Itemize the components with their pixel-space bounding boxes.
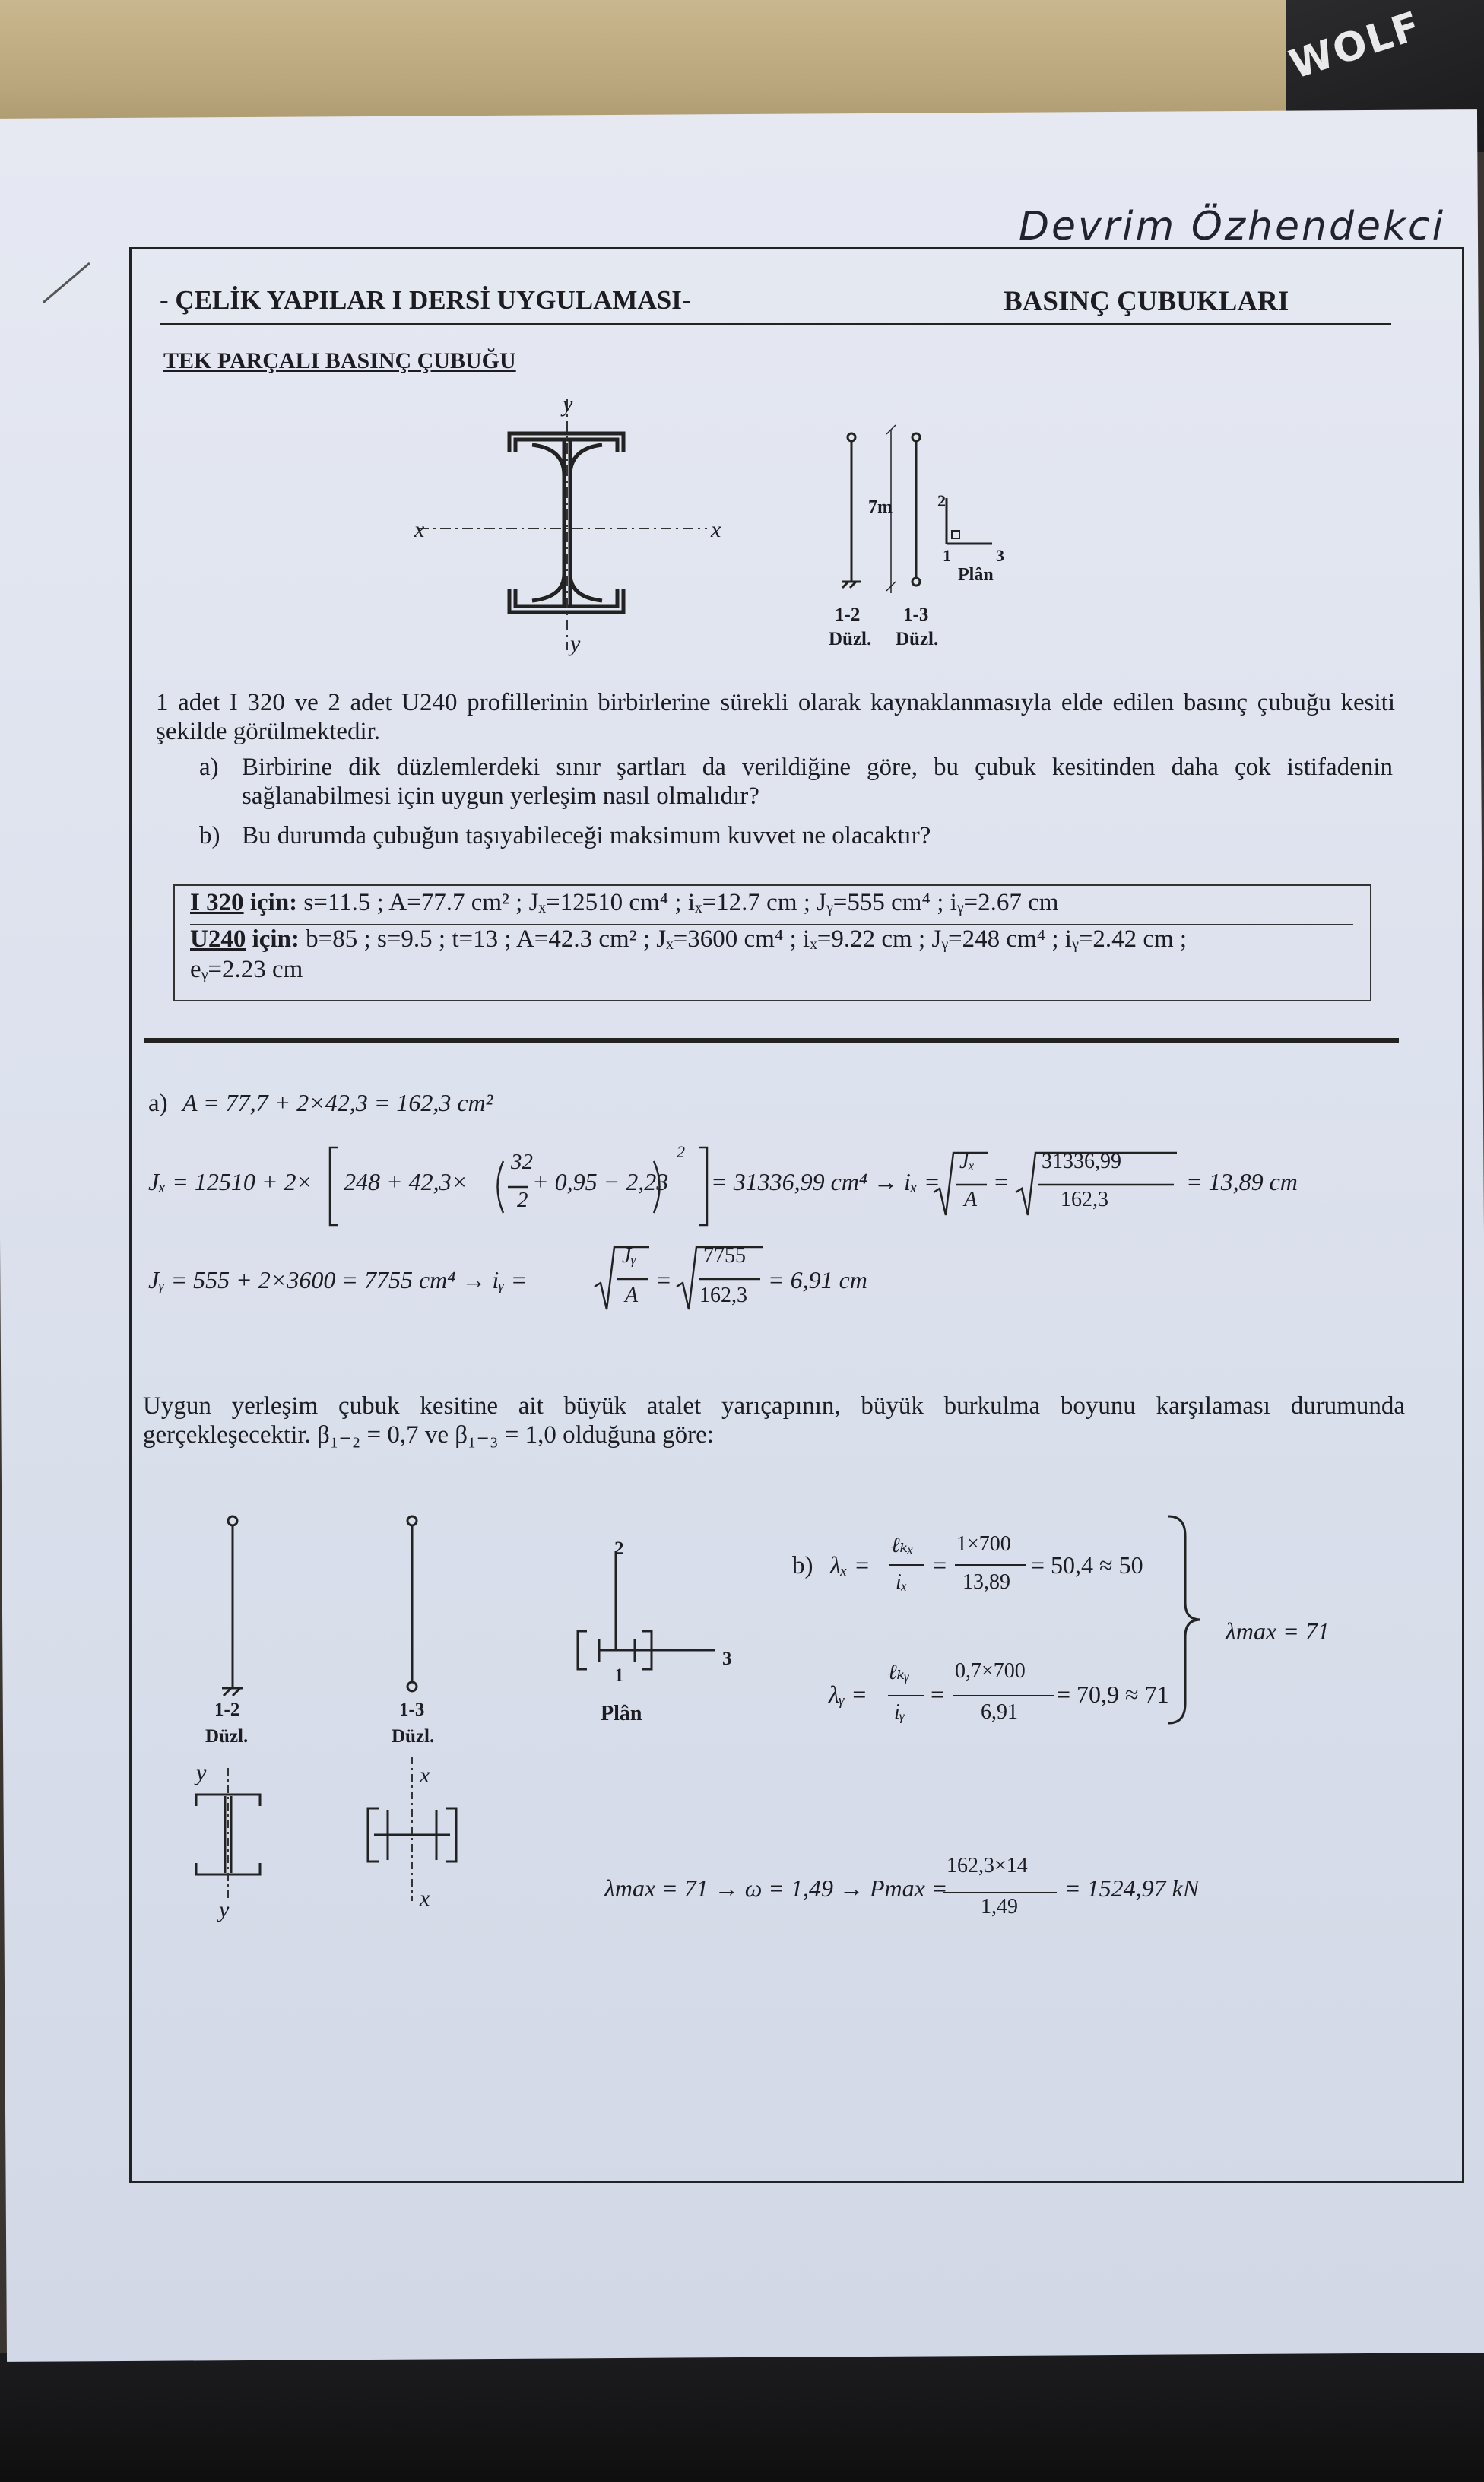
lx-lhs: λₓ = — [830, 1551, 870, 1579]
problem-a-text: Birbirine dik düzlemlerdeki sınır şartları da verildiğine göre, bu çubuk kesitinden daha çok istifadenin sağlanabilmesi için uygun yerleşim nasıl olmalıdır? — [242, 754, 1393, 810]
bottom-support-13-duzl: Düzl. — [392, 1726, 435, 1747]
lx-frac1-num: ℓₖₓ — [891, 1534, 914, 1557]
topic-title: BASINÇ ÇUBUKLARI — [1004, 286, 1289, 317]
course-title: - ÇELİK YAPILAR I DERSİ UYGULAMASI- — [160, 285, 691, 315]
bottom-support-12-duzl: Düzl. — [205, 1726, 249, 1747]
axis-y-top-label: y — [563, 392, 573, 417]
final-den: 1,49 — [981, 1895, 1018, 1919]
bottom-column-figure — [182, 1506, 760, 1931]
iy-rad1-num: Jᵧ — [622, 1244, 636, 1268]
i320-row — [190, 886, 1353, 925]
problem-b-label: b) — [199, 822, 220, 849]
section-title: TEK PARÇALI BASINÇ ÇUBUĞU — [163, 348, 516, 373]
ix-rad1-den: A — [964, 1188, 978, 1211]
result-brace — [1167, 1513, 1213, 1726]
lx-frac2-den: 13,89 — [962, 1570, 1010, 1594]
ly-frac1-num: ℓₖᵧ — [888, 1661, 910, 1684]
final-lhs: λmax = 71 → ω = 1,49 → Pmax = — [604, 1874, 948, 1902]
jx-result: = 31336,99 cm⁴ → iₓ = — [711, 1168, 940, 1195]
bottom-support-13: 1-3 — [399, 1700, 425, 1720]
bottom-axis-x-bottom: x — [420, 1886, 430, 1911]
support-13-duzl: Düzl. — [896, 629, 939, 649]
ix-rad2-den: 162,3 — [1061, 1188, 1108, 1211]
bottom-plan-1: 1 — [614, 1665, 624, 1686]
placement-text: Uygun yerleşim çubuk kesitine ait büyük atalet yarıçapının, büyük burkulma boyunu karşılaması durumunda gerçekleşecektir. β₁₋₂ = 0,7 ve β₁₋₃ = 1,0 olduğuna göre: — [143, 1392, 1405, 1449]
problem-b-text: Bu durumda çubuğun taşıyabileceği maksimum kuvvet ne olacaktır? — [242, 822, 931, 849]
ix-eq: = — [993, 1168, 1010, 1195]
problem-a-label: a) — [199, 754, 219, 781]
lx-result: = 50,4 ≈ 50 — [1031, 1551, 1143, 1579]
plan-axis-1: 1 — [943, 546, 951, 565]
jx-exponent: 2 — [677, 1142, 685, 1161]
ix-rad2-num: 31336,99 — [1042, 1150, 1121, 1173]
final-num: 162,3×14 — [947, 1854, 1028, 1877]
iy-rad2-den: 162,3 — [699, 1284, 747, 1307]
ly-frac2-num: 0,7×700 — [955, 1659, 1026, 1683]
fraction-bars — [882, 1551, 1186, 1719]
ly-result: = 70,9 ≈ 71 — [1057, 1681, 1169, 1708]
axis-x-right-label: x — [711, 517, 721, 542]
final-fraction-bar — [943, 1891, 1064, 1894]
lx-frac1-den: iₓ — [896, 1570, 908, 1594]
area-equation: A = 77,7 + 2×42,3 = 162,3 cm² — [182, 1089, 493, 1116]
support-12-duzl: Düzl. — [829, 629, 872, 649]
height-label: 7m — [868, 497, 893, 517]
jx-left: Jₓ = 12510 + 2× — [148, 1168, 313, 1195]
support-13-label: 1-3 — [903, 605, 929, 625]
bottom-axis-y-bottom: y — [219, 1897, 230, 1922]
u240-values-2: eᵧ=2.23 cm — [190, 956, 303, 983]
u240-name: U240 — [190, 925, 246, 953]
i320-suffix: için: — [243, 889, 298, 916]
ix-final: = 13,89 cm — [1186, 1168, 1298, 1195]
lambda-max-brace: λmax = 71 — [1226, 1617, 1330, 1645]
jx-inner-2: + 0,95 − 2,23 — [532, 1168, 669, 1195]
lx-frac2-num: 1×700 — [956, 1532, 1011, 1556]
jx-inner-1: 248 + 42,3× — [344, 1168, 468, 1195]
axis-y-bottom-label: y — [570, 631, 581, 656]
jy-left: Jᵧ = 555 + 2×3600 = 7755 cm⁴ → iᵧ = — [148, 1266, 528, 1293]
plan-axis-3: 3 — [996, 546, 1004, 565]
iy-eq: = — [655, 1266, 672, 1293]
iy-final: = 6,91 cm — [768, 1266, 867, 1293]
final-result: = 1524,97 kN — [1064, 1874, 1200, 1902]
jx-frac-den: 2 — [517, 1188, 528, 1212]
iy-rad1-den: A — [625, 1284, 639, 1307]
ix-rad1-num: Jₓ — [959, 1150, 975, 1173]
plan-label: Plân — [958, 565, 994, 585]
bottom-plan-3: 3 — [722, 1649, 732, 1669]
ly-frac1-den: iᵧ — [894, 1700, 905, 1724]
ly-eq: = — [929, 1681, 946, 1708]
bottom-axis-y-top: y — [196, 1760, 207, 1785]
wolf-logo: WOLF — [1283, 2, 1427, 89]
i320-name: I 320 — [190, 889, 244, 916]
solution-a-label: a) — [148, 1090, 168, 1117]
desk-background-bottom — [0, 2353, 1484, 2482]
u240-row — [190, 924, 1361, 985]
jx-frac-num: 32 — [511, 1150, 533, 1174]
u240-values: b=85 ; s=9.5 ; t=13 ; A=42.3 cm² ; Jₓ=3600 cm⁴ ; iₓ=9.22 cm ; Jᵧ=248 cm⁴ ; iᵧ=2.42 cm ; — [299, 925, 1188, 953]
bottom-support-12: 1-2 — [214, 1700, 240, 1720]
axis-x-left-label: x — [414, 517, 425, 542]
problem-intro: 1 adet I 320 ve 2 adet U240 profillerinin birbirlerine sürekli olarak kaynaklanmasıyla elde edilen basınç çubuğu kesiti şekilde görülmektedir. — [156, 689, 1395, 745]
iy-rad2-num: 7755 — [703, 1244, 746, 1268]
solution-b-label: b) — [792, 1552, 813, 1579]
properties-table — [173, 884, 1371, 1001]
cross-section-figure — [403, 392, 760, 665]
ly-frac2-den: 6,91 — [981, 1700, 1018, 1724]
bottom-plan-label: Plân — [601, 1702, 642, 1725]
i320-values: s=11.5 ; A=77.7 cm² ; Jₓ=12510 cm⁴ ; iₓ=12.7 cm ; Jᵧ=555 cm⁴ ; iᵧ=2.67 cm — [297, 889, 1059, 916]
ly-lhs: λᵧ = — [829, 1681, 867, 1708]
section-divider — [144, 1038, 1399, 1043]
bottom-plan-2: 2 — [614, 1538, 624, 1559]
pen-mark — [43, 262, 90, 303]
author-signature: Devrim Özhendekci — [1019, 204, 1446, 249]
bottom-axis-x-top: x — [420, 1763, 430, 1788]
support-12-label: 1-2 — [835, 605, 861, 625]
plan-axis-2: 2 — [937, 491, 946, 510]
u240-suffix: için: — [246, 925, 300, 953]
lx-eq: = — [931, 1551, 948, 1579]
header-rule — [160, 323, 1391, 325]
